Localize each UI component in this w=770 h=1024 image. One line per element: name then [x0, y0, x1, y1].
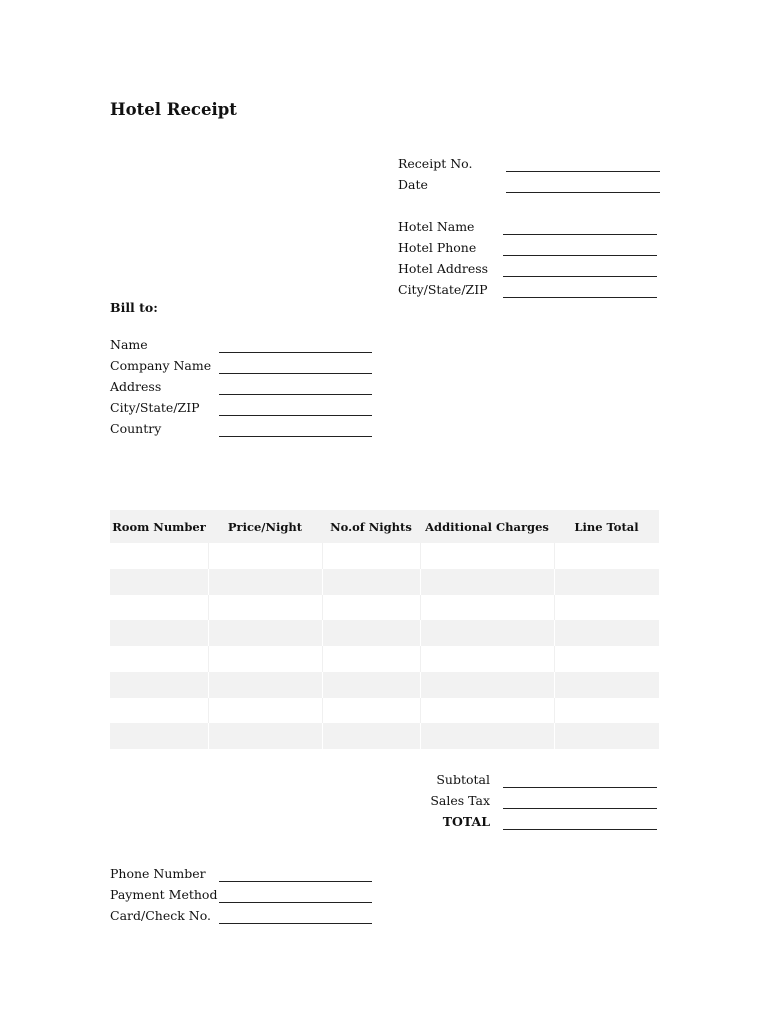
- table-row: [110, 646, 659, 672]
- address-label: Address: [110, 379, 162, 394]
- table-cell[interactable]: [420, 723, 554, 749]
- page-title: Hotel Receipt: [110, 100, 237, 119]
- table-cell[interactable]: [322, 543, 420, 569]
- table-cell[interactable]: [208, 672, 322, 698]
- table-cell[interactable]: [208, 620, 322, 646]
- table-cell[interactable]: [110, 646, 208, 672]
- table-cell[interactable]: [554, 543, 659, 569]
- table-cell[interactable]: [208, 646, 322, 672]
- name-label: Name: [110, 337, 148, 352]
- hotel-city-state-zip-line[interactable]: [503, 297, 657, 298]
- table-cell[interactable]: [420, 543, 554, 569]
- table-cell[interactable]: [110, 723, 208, 749]
- table-row: [110, 723, 659, 749]
- items-table: [110, 510, 659, 749]
- table-header-row: [110, 510, 659, 543]
- hotel-phone-label: Hotel Phone: [398, 240, 477, 255]
- country-line[interactable]: [219, 436, 372, 437]
- company-name-line[interactable]: [219, 373, 372, 374]
- phone-number-label: Phone Number: [110, 866, 206, 881]
- table-cell[interactable]: [554, 646, 659, 672]
- bill-to-heading: Bill to:: [110, 300, 158, 315]
- table-row: [110, 620, 659, 646]
- date-label: Date: [398, 177, 428, 192]
- table-cell[interactable]: [110, 569, 208, 595]
- table-row: [110, 595, 659, 621]
- totals: [420, 772, 740, 835]
- hotel-address-label: Hotel Address: [398, 261, 489, 276]
- table-cell[interactable]: [110, 595, 208, 621]
- sales-tax-line[interactable]: [503, 808, 657, 809]
- company-name-label: Company Name: [110, 358, 212, 373]
- subtotal-line[interactable]: [503, 787, 657, 788]
- table-cell[interactable]: [208, 543, 322, 569]
- address-line[interactable]: [219, 394, 372, 395]
- table-cell[interactable]: [554, 595, 659, 621]
- table-cell[interactable]: [322, 698, 420, 724]
- table-cell[interactable]: [420, 698, 554, 724]
- hotel-address-line[interactable]: [503, 276, 657, 277]
- name-line[interactable]: [219, 352, 372, 353]
- hotel-phone-line[interactable]: [503, 255, 657, 256]
- hotel-name-line[interactable]: [503, 234, 657, 235]
- column-header-additional-charges: Additional Charges: [420, 510, 554, 543]
- table-cell[interactable]: [420, 569, 554, 595]
- receipt-number-line[interactable]: [506, 171, 660, 172]
- column-header-price-night: Price/Night: [208, 510, 322, 543]
- table-cell[interactable]: [554, 698, 659, 724]
- subtotal-label: Subtotal: [436, 772, 490, 787]
- table-cell[interactable]: [110, 672, 208, 698]
- country-label: Country: [110, 421, 162, 436]
- table-cell[interactable]: [208, 569, 322, 595]
- table-cell[interactable]: [554, 569, 659, 595]
- column-header-line-total: Line Total: [554, 510, 659, 543]
- table-cell[interactable]: [322, 569, 420, 595]
- date-line[interactable]: [506, 192, 660, 193]
- table-row: [110, 672, 659, 698]
- table-cell[interactable]: [110, 698, 208, 724]
- table-cell[interactable]: [554, 620, 659, 646]
- subtotal-field[interactable]: [420, 772, 740, 793]
- hotel-city-state-zip-label: City/State/ZIP: [398, 282, 488, 297]
- table-cell[interactable]: [208, 698, 322, 724]
- table-cell[interactable]: [420, 595, 554, 621]
- table-cell[interactable]: [420, 672, 554, 698]
- total-field[interactable]: [420, 814, 740, 835]
- payment-method-label: Payment Method: [110, 887, 218, 902]
- column-header-nights: No.of Nights: [322, 510, 420, 543]
- total-label: TOTAL: [442, 814, 490, 829]
- table-cell[interactable]: [554, 723, 659, 749]
- receipt-number-label: Receipt No.: [398, 156, 473, 171]
- phone-number-line[interactable]: [219, 881, 372, 882]
- sales-tax-label: Sales Tax: [430, 793, 490, 808]
- city-state-zip-label: City/State/ZIP: [110, 400, 200, 415]
- table-cell[interactable]: [322, 723, 420, 749]
- table-cell[interactable]: [208, 723, 322, 749]
- column-header-room-number: Room Number: [110, 510, 208, 543]
- table-row: [110, 698, 659, 724]
- table-row: [110, 543, 659, 569]
- table-cell[interactable]: [420, 646, 554, 672]
- table-cell[interactable]: [420, 620, 554, 646]
- table-row: [110, 569, 659, 595]
- city-state-zip-line[interactable]: [219, 415, 372, 416]
- total-line[interactable]: [503, 829, 657, 830]
- card-check-number-label: Card/Check No.: [110, 908, 211, 923]
- hotel-name-label: Hotel Name: [398, 219, 475, 234]
- table-cell[interactable]: [322, 595, 420, 621]
- sales-tax-field[interactable]: [420, 793, 740, 814]
- table-cell[interactable]: [322, 672, 420, 698]
- payment-method-line[interactable]: [219, 902, 372, 903]
- table-cell[interactable]: [110, 543, 208, 569]
- card-check-number-line[interactable]: [219, 923, 372, 924]
- table-cell[interactable]: [110, 620, 208, 646]
- table-cell[interactable]: [322, 646, 420, 672]
- table-cell[interactable]: [322, 620, 420, 646]
- table-cell[interactable]: [554, 672, 659, 698]
- table-cell[interactable]: [208, 595, 322, 621]
